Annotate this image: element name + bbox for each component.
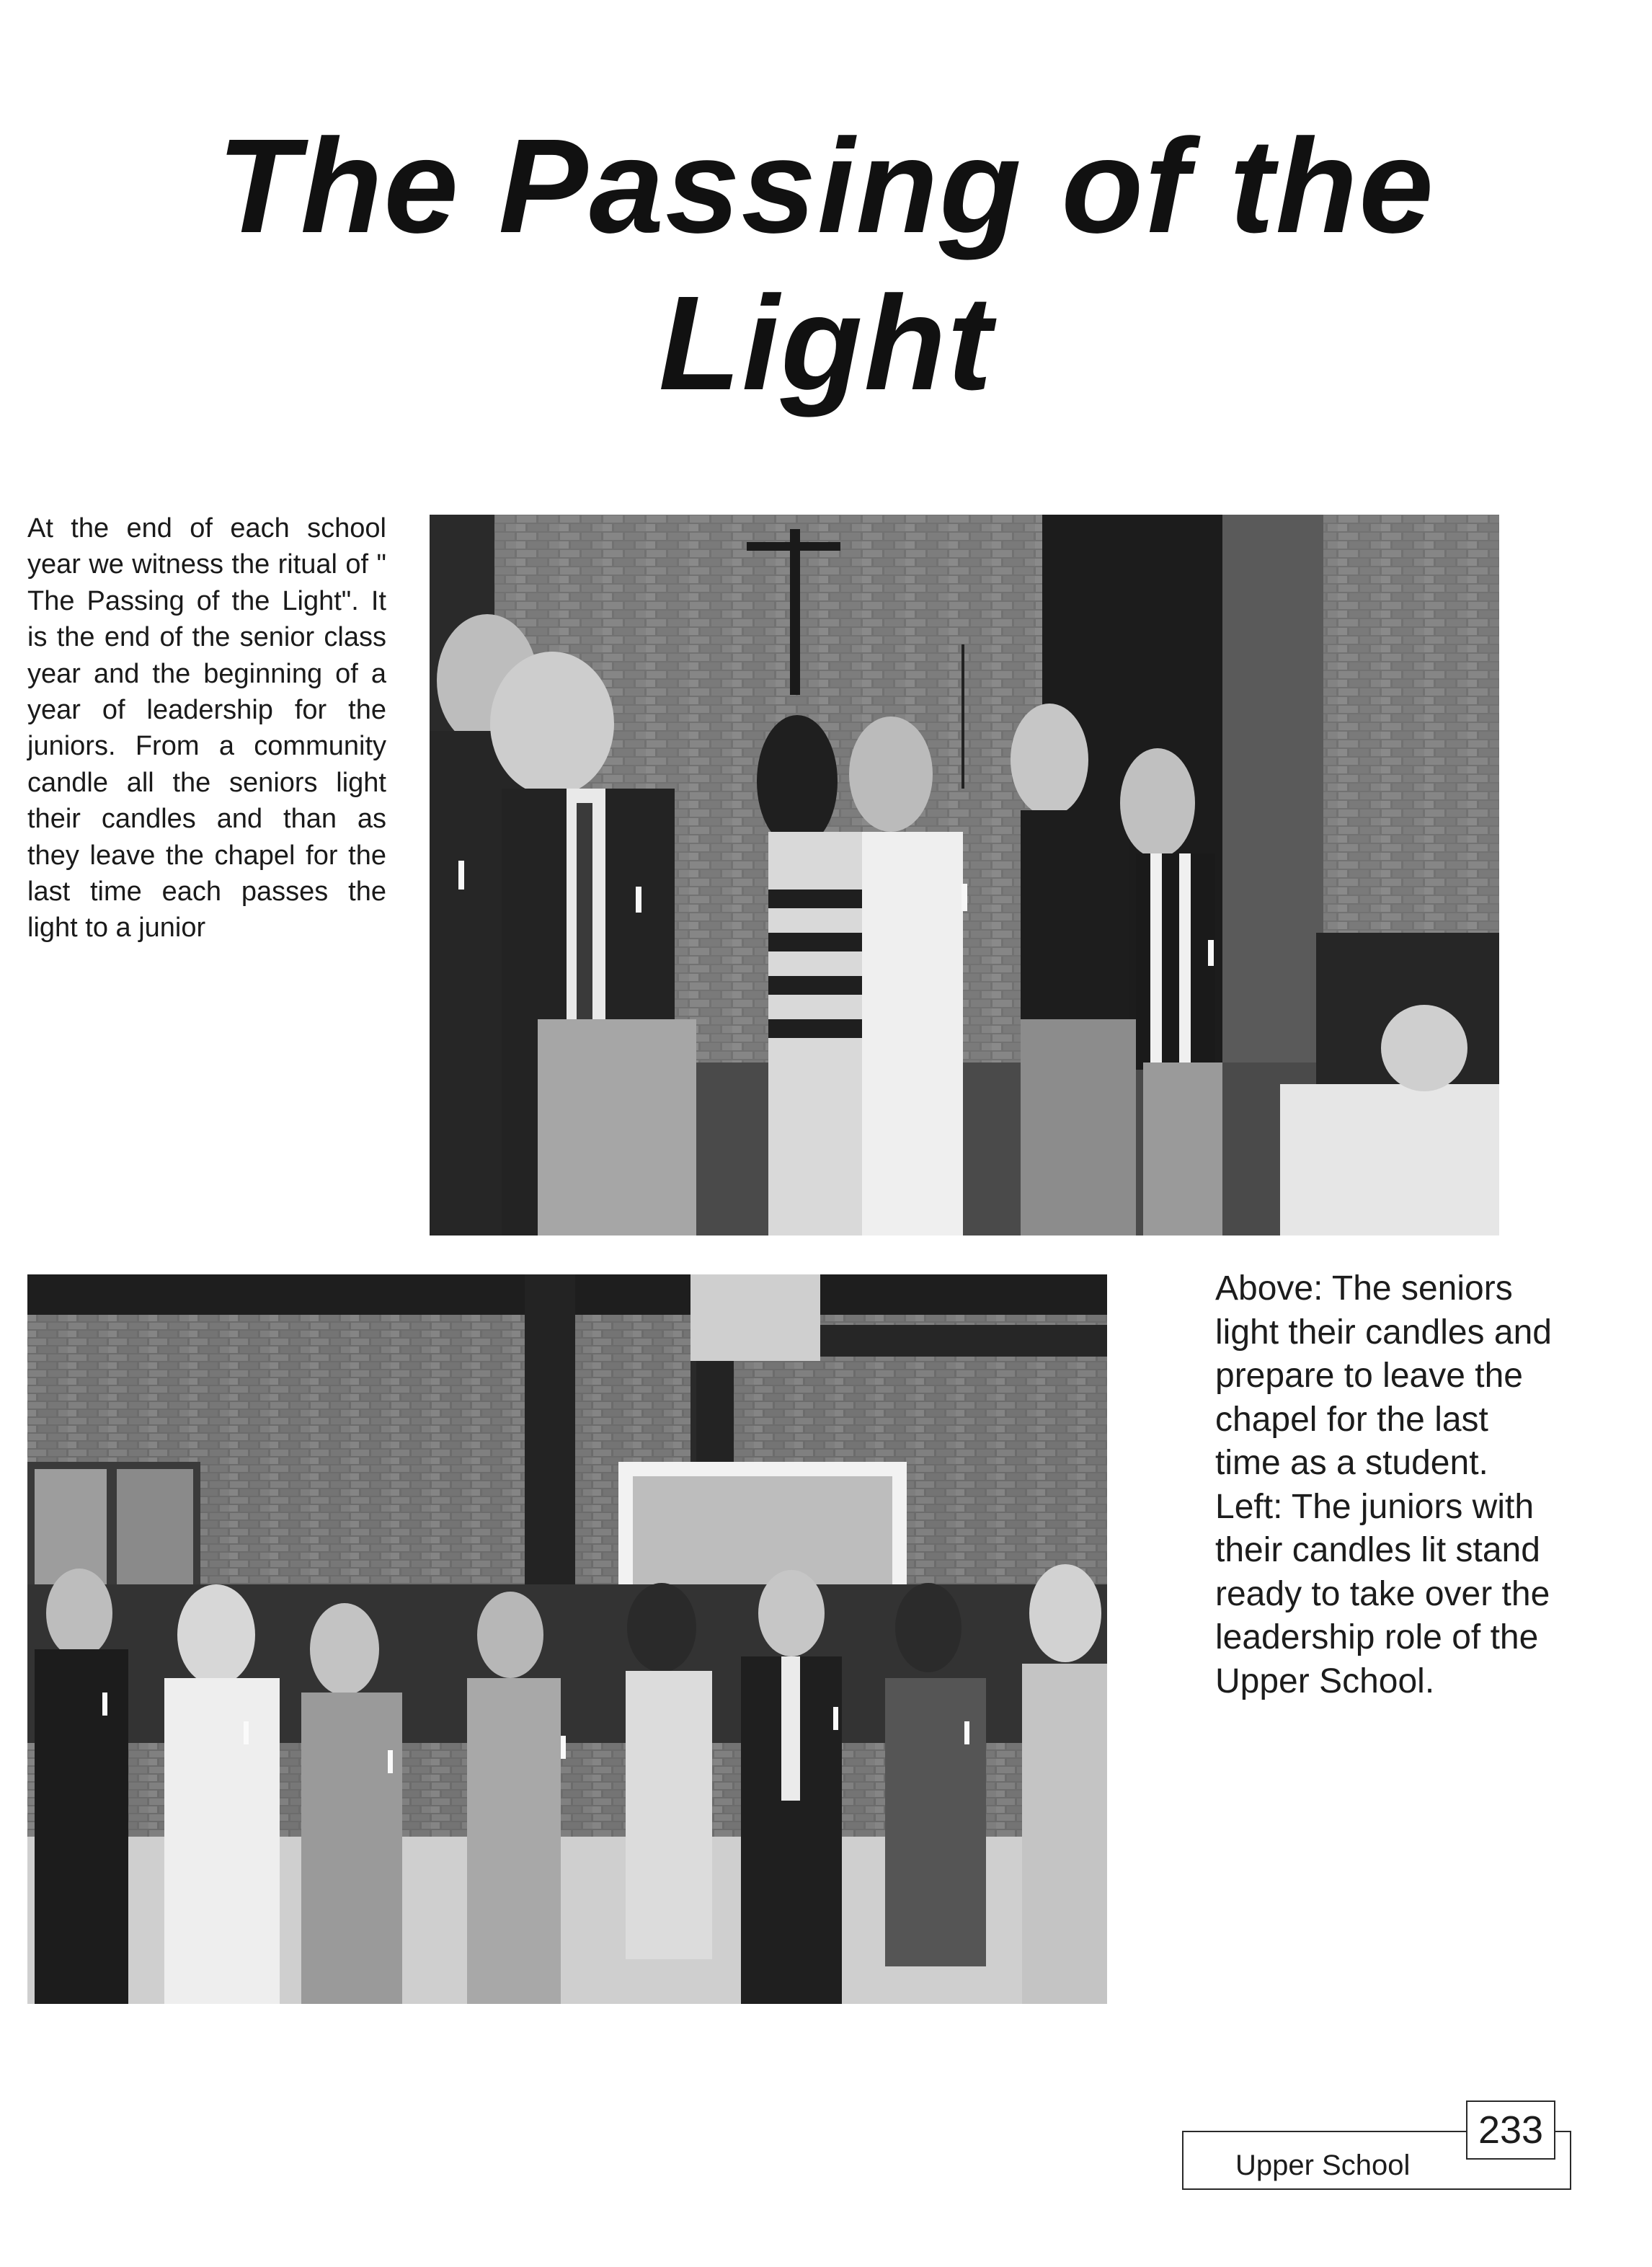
seniors-candle-photo-image <box>430 515 1499 1235</box>
caption-line: light their candles and <box>1215 1313 1552 1352</box>
intro-paragraph: At the end of each school year we witness the ritual of " The Passing of the Light". It is the end of the senior class year and the beginning of a year of leadership for the juniors. From a community candle all the seniors light their candles and than as they leave the chapel for the last time each passes the light to a junior <box>27 513 386 944</box>
juniors-candle-photo <box>27 1274 1107 2004</box>
caption-line: time as a student. <box>1215 1444 1488 1482</box>
caption-line: Upper School. <box>1215 1662 1435 1700</box>
page-footer <box>1182 2108 1571 2190</box>
page-title <box>0 108 1652 422</box>
caption-line: ready to take over the <box>1215 1574 1550 1613</box>
footer-section-label: Upper School <box>1235 2150 1411 2181</box>
caption-line: Left: The juniors with <box>1215 1487 1535 1526</box>
caption-line: their candles lit stand <box>1215 1531 1540 1569</box>
caption-line: chapel for the last <box>1215 1400 1488 1439</box>
title-line-1: The Passing of the <box>217 112 1435 261</box>
photo-caption <box>1215 1267 1590 1703</box>
caption-line: leadership role of the <box>1215 1618 1539 1656</box>
caption-line: Above: The seniors <box>1215 1269 1513 1308</box>
caption-line: prepare to leave the <box>1215 1357 1523 1395</box>
title-line-2: Light <box>658 269 994 418</box>
page-number: 233 <box>1466 2100 1555 2160</box>
seniors-candle-photo <box>430 515 1499 1235</box>
juniors-candle-photo-image <box>27 1274 1107 2004</box>
